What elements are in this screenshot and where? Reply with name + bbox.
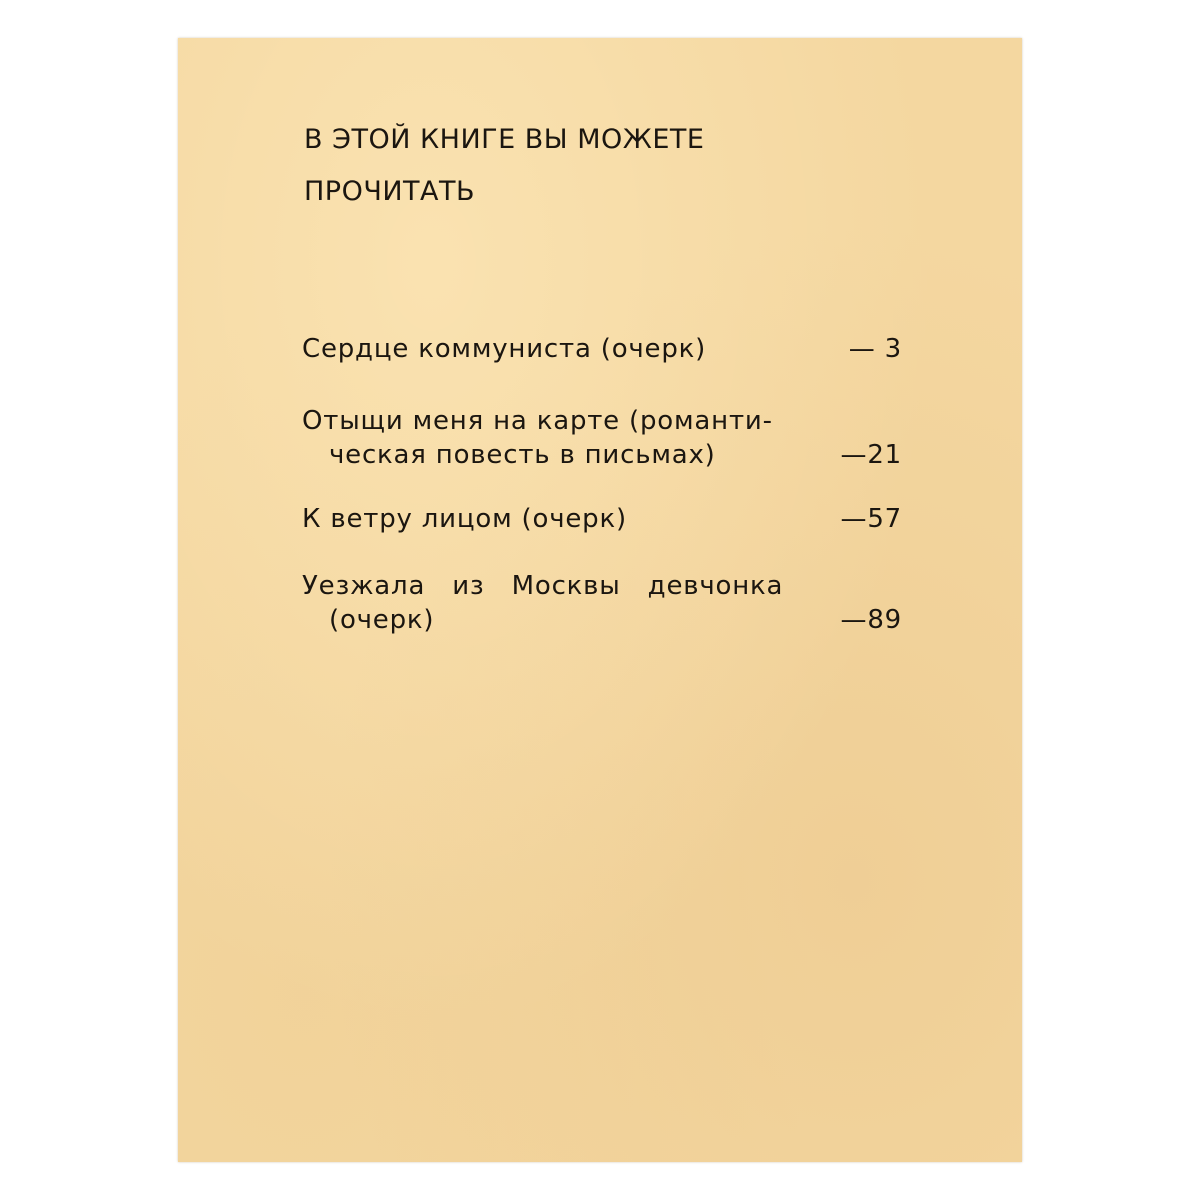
heading-line-1: В ЭТОЙ КНИГЕ ВЫ МОЖЕТЕ	[304, 124, 705, 155]
toc-entry-title: Уезжала из Москвы девчонка	[302, 571, 784, 601]
toc-entry-title-continued: ческая повесть в письмах)	[329, 440, 716, 470]
heading-line-2: ПРОЧИТАТЬ	[304, 176, 476, 207]
toc-entry	[302, 569, 902, 637]
toc-entry-title: Отыщи меня на карте (романти-	[302, 406, 773, 436]
toc-entry-page: —89	[840, 605, 902, 635]
toc-entry-title-continued: (очерк)	[329, 605, 435, 635]
book-page	[178, 38, 1022, 1162]
toc-entry	[302, 404, 902, 472]
page-heading	[304, 114, 704, 218]
toc-entry-page: — 3	[848, 334, 902, 364]
toc-entry-page: —21	[840, 440, 902, 470]
toc-entry	[302, 502, 902, 536]
toc-entry-title: Сердце коммуниста (очерк)	[302, 334, 707, 364]
toc-entry-page: —57	[840, 504, 902, 534]
toc-entry-title: К ветру лицом (очерк)	[302, 504, 627, 534]
toc-entry	[302, 332, 902, 366]
